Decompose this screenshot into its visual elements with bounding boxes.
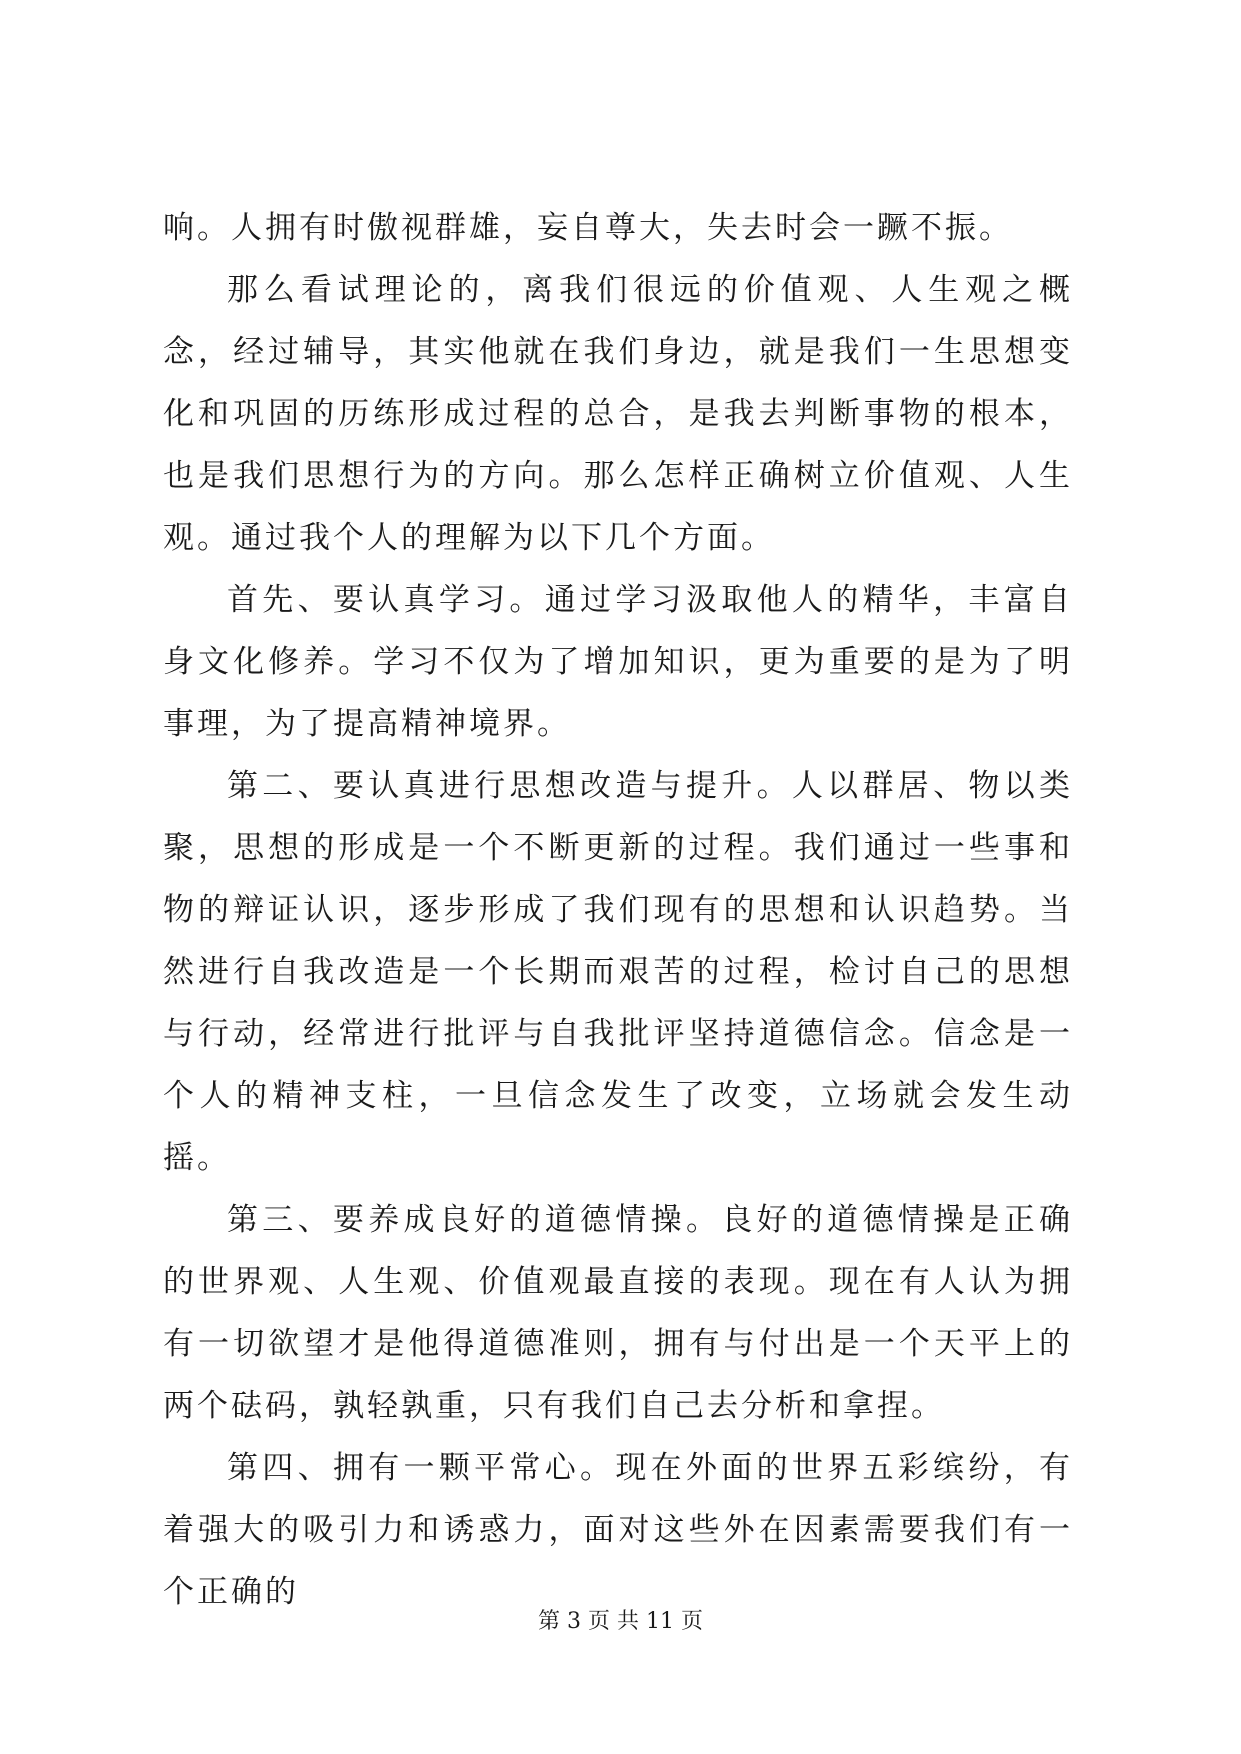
page-number-footer: 第 3 页 共 11 页 — [538, 1609, 703, 1634]
paragraph-continued: 响。人拥有时傲视群雄，妄自尊大，失去时会一蹶不振。 — [163, 210, 1013, 246]
paragraph-concepts: 那么看试理论的，离我们很远的价值观、人生观之概念，经过辅导，其实他就在我们身边，就是我们一生思想变化和巩固的历练形成过程的总合，是我去判断事物的根本，也是我们思想行为的方向。那么怎样正确树立价值观、人生观。通过我个人的理解为以下几个方面。 — [163, 272, 1073, 556]
paragraph-first-point: 首先、要认真学习。通过学习汲取他人的精华，丰富自身文化修养。学习不仅为了增加知识，更为重要的是为了明事理，为了提高精神境界。 — [163, 582, 1073, 742]
paragraph-fourth-point: 第四、拥有一颗平常心。现在外面的世界五彩缤纷，有着强大的吸引力和诱惑力，面对这些外在因素需要我们有一个正确的 — [163, 1450, 1073, 1610]
paragraph-third-point: 第三、要养成良好的道德情操。良好的道德情操是正确的世界观、人生观、价值观最直接的表现。现在有人认为拥有一切欲望才是他得道德准则，拥有与付出是一个天平上的两个砝码，孰轻孰重，只有我们自己去分析和拿捏。 — [163, 1202, 1073, 1424]
paragraph-second-point: 第二、要认真进行思想改造与提升。人以群居、物以类聚，思想的形成是一个不断更新的过程。我们通过一些事和物的辩证认识，逐步形成了我们现有的思想和认识趋势。当然进行自我改造是一个长期而艰苦的过程，检讨自己的思想与行动，经常进行批评与自我批评坚持道德信念。信念是一个人的精神支柱，一旦信念发生了改变，立场就会发生动摇。 — [163, 768, 1073, 1176]
body-text — [163, 197, 1073, 1623]
